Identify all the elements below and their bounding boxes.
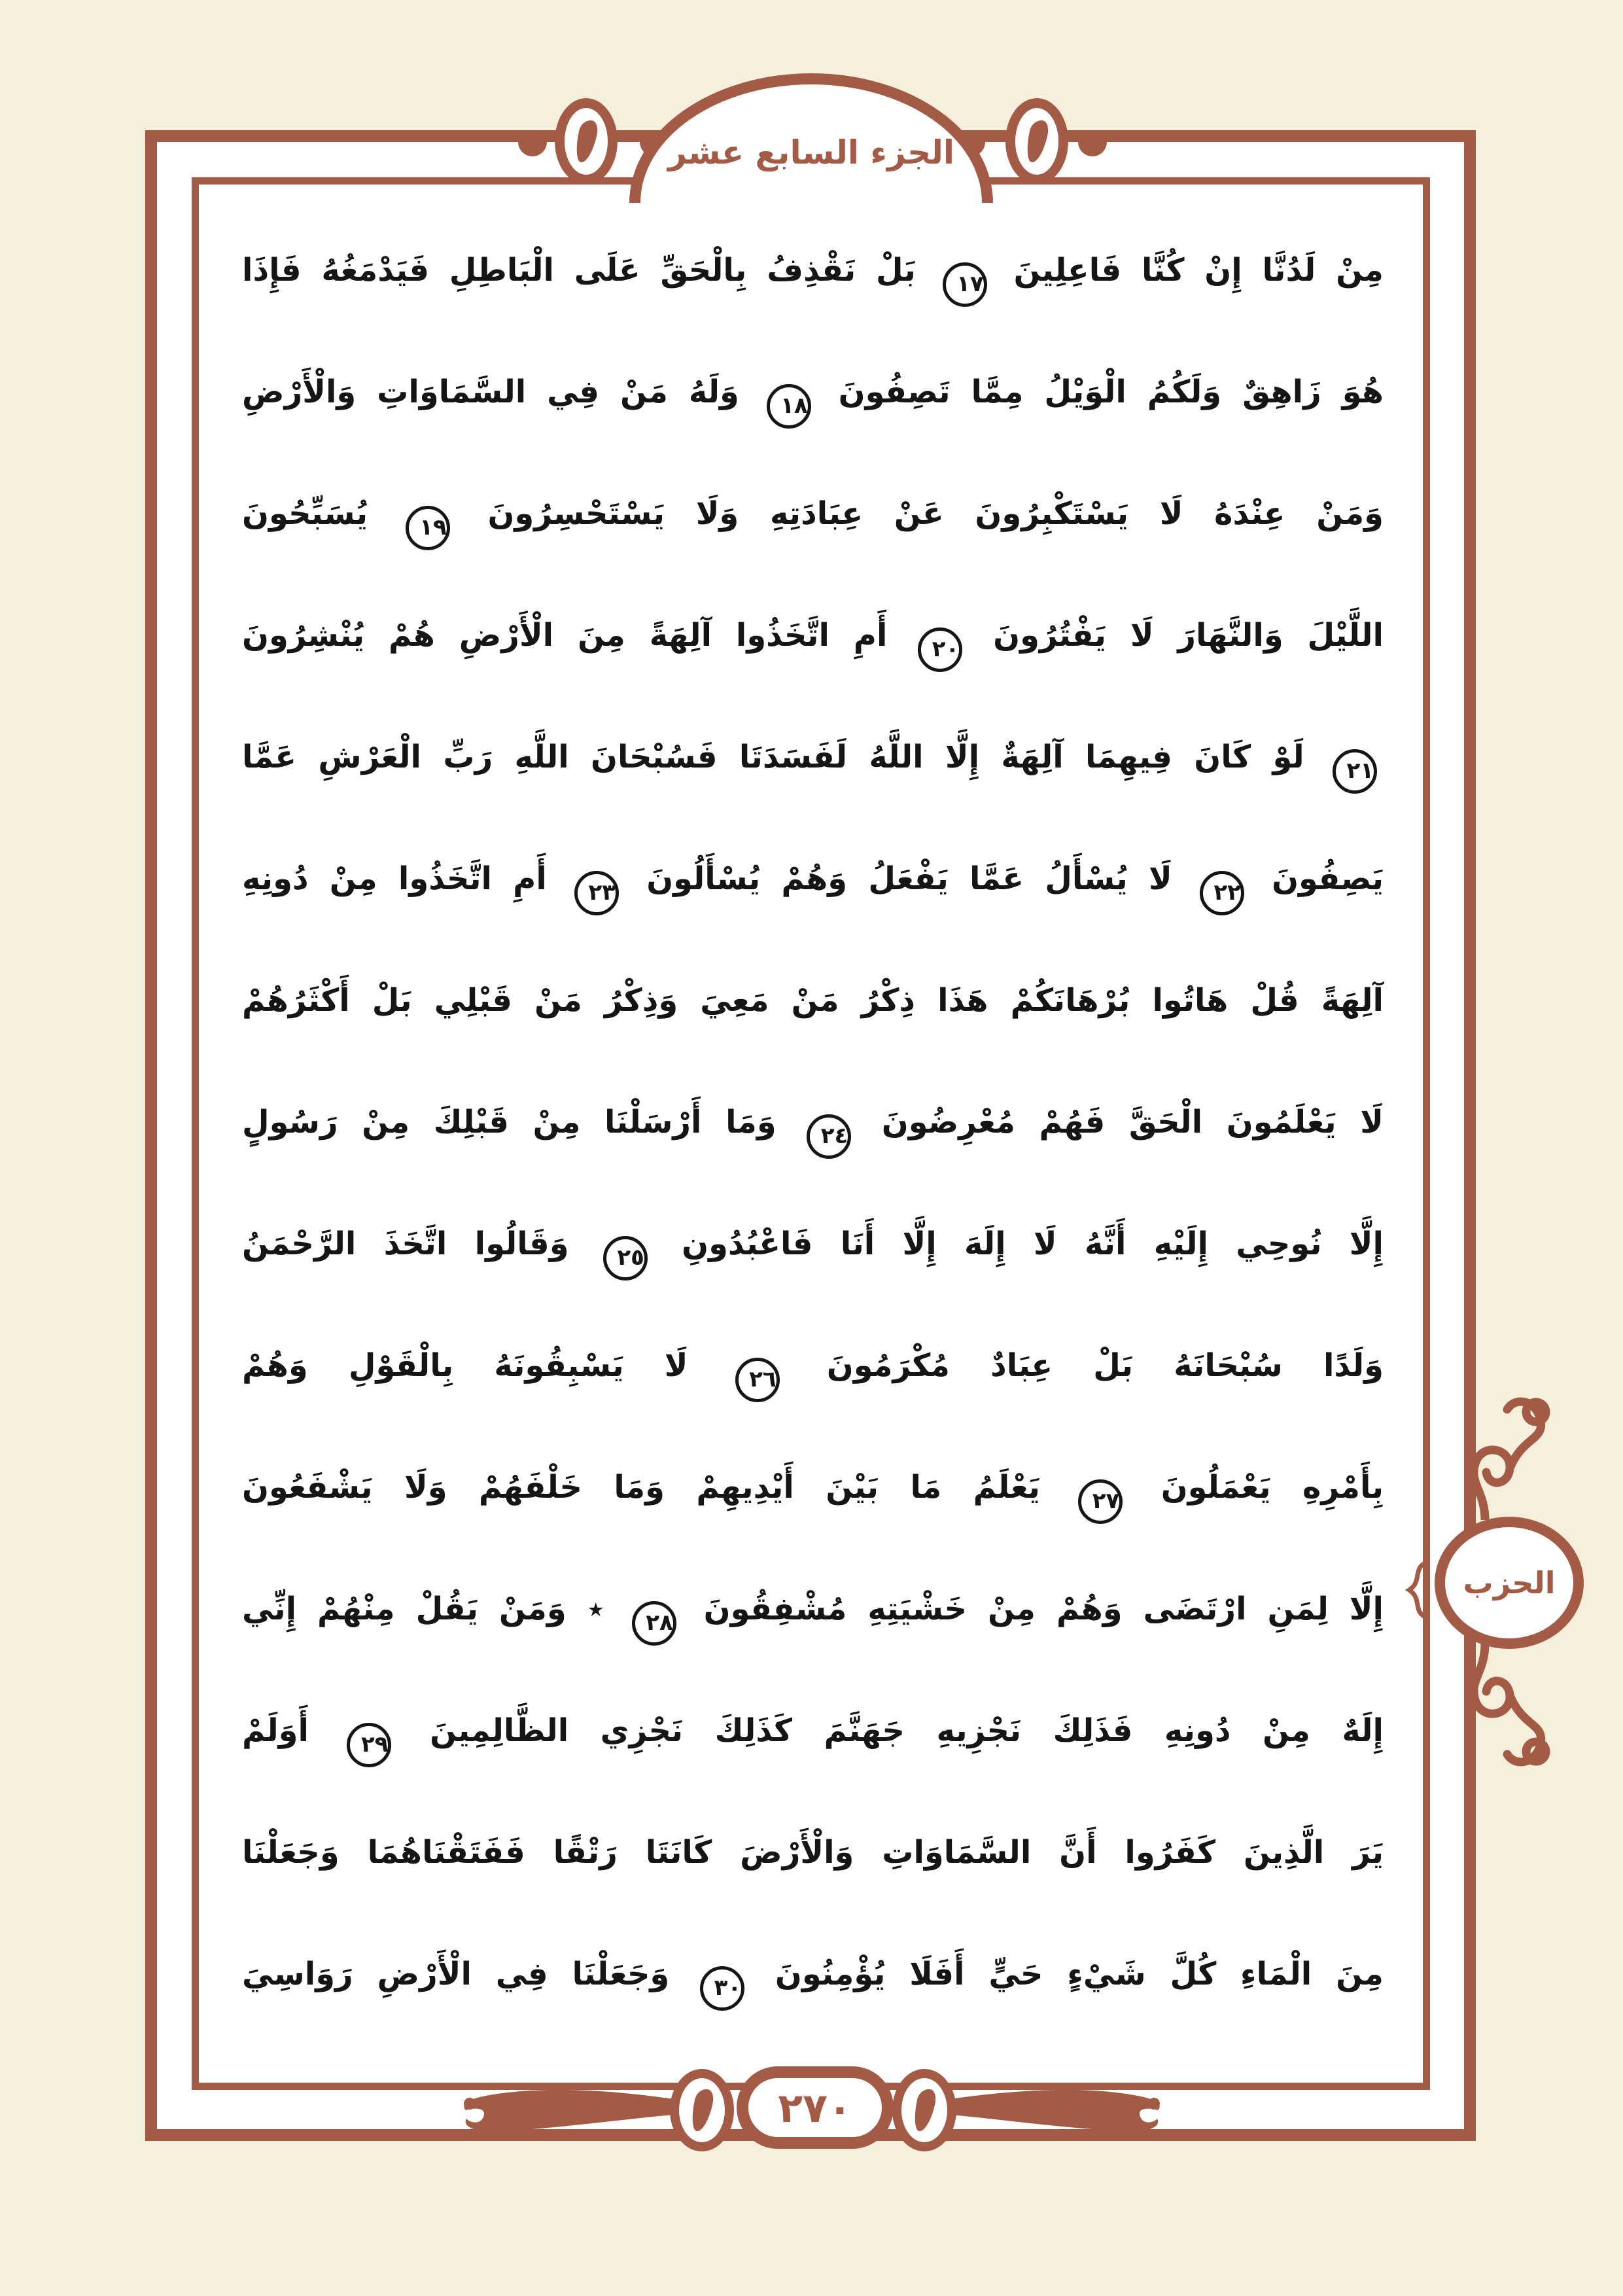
quran-line: وَمَنْ عِنْدَهُ لَا يَسْتَكْبِرُونَ عَنْ عِبَادَتِهِ وَلَا يَسْتَحْسِرُونَ ١٩ يُسَبِّحُونَ — [242, 453, 1384, 574]
page-number: ٢٧٠ — [778, 2083, 852, 2132]
ayah-number-marker: ٢٣ — [574, 871, 619, 915]
margin-brace-icon — [1405, 1561, 1427, 1619]
hizb-label: الحزب — [1463, 1565, 1556, 1600]
ayah-number-marker: ١٩ — [406, 506, 450, 550]
medallion-bottom-flourish-icon — [1460, 1644, 1552, 1771]
ayah-number-marker: ٢٠ — [918, 627, 962, 672]
footer-left-wing-icon — [457, 2085, 674, 2145]
juz-title: الجزء السابع عشر — [667, 133, 955, 171]
quran-line: مِنْ لَدُنَّا إِنْ كُنَّا فَاعِلِينَ ١٧ بَلْ نَقْذِفُ بِالْحَقِّ عَلَى الْبَاطِلِ فَيَدْمَغُهُ فَإِذَا — [242, 209, 1384, 331]
quran-line: لَا يَعْلَمُونَ الْحَقَّ فَهُمْ مُعْرِضُونَ ٢٤ وَمَا أَرْسَلْنَا مِنْ قَبْلِكَ مِنْ رَسُولٍ — [242, 1061, 1384, 1183]
teardrop-icon — [572, 118, 599, 164]
ayah-number-marker: ٢٧ — [1078, 1479, 1123, 1524]
quran-text-block — [242, 209, 1384, 2035]
page-number-cartouche — [737, 2066, 894, 2149]
header-left-oval-ornament — [555, 98, 618, 185]
ayah-number-marker: ٢٩ — [347, 1723, 391, 1767]
quran-line: آلِهَةً قُلْ هَاتُوا بُرْهَانَكُمْ هَذَا ذِكْرُ مَنْ مَعِيَ وَذِكْرُ مَنْ قَبْلِي بَلْ أَكْثَرُهُمْ — [242, 982, 1384, 1019]
quran-line: اللَّيْلَ وَالنَّهَارَ لَا يَفْتُرُونَ ٢٠ أَمِ اتَّخَذُوا آلِهَةً مِنَ الْأَرْضِ هُمْ يُنْشِرُونَ — [242, 574, 1384, 696]
ayah-number-marker: ٣٠ — [700, 1966, 744, 2011]
quran-line: مِنَ الْمَاءِ كُلَّ شَيْءٍ حَيٍّ أَفَلَا يُؤْمِنُونَ ٣٠ وَجَعَلْنَا فِي الْأَرْضِ رَوَاسِيَ — [242, 1913, 1384, 2035]
medallion-top-flourish-icon — [1460, 1392, 1552, 1520]
ayah-number-marker: ٢٤ — [807, 1114, 851, 1159]
quran-line: بِأَمْرِهِ يَعْمَلُونَ ٢٧ يَعْلَمُ مَا بَيْنَ أَيْدِيهِمْ وَمَا خَلْفَهُمْ وَلَا يَشْفَعُونَ — [242, 1426, 1384, 1548]
quran-line: يَرَ الَّذِينَ كَفَرُوا أَنَّ السَّمَاوَاتِ وَالْأَرْضَ كَانَتَا رَتْقًا فَفَتَقْنَاهُمَا وَجَعَلْنَا — [242, 1834, 1384, 1871]
ayah-number-marker: ٢٨ — [632, 1601, 676, 1646]
juz-header-ornament — [629, 73, 993, 203]
quran-line: ٢١ لَوْ كَانَ فِيهِمَا آلِهَةٌ إِلَّا اللَّهُ لَفَسَدَتَا فَسُبْحَانَ اللَّهِ رَبِّ الْعَرْشِ عَمَّا — [242, 696, 1384, 818]
quran-line: هُوَ زَاهِقٌ وَلَكُمُ الْوَيْلُ مِمَّا تَصِفُونَ ١٨ وَلَهُ مَنْ فِي السَّمَاوَاتِ وَالْأَرْضِ — [242, 331, 1384, 453]
footer-right-oval-ornament — [892, 2069, 956, 2151]
footer-left-oval-ornament — [670, 2069, 734, 2151]
quran-line: إِلَّا لِمَنِ ارْتَضَى وَهُمْ مِنْ خَشْيَتِهِ مُشْفِقُونَ ٢٨ ٭ وَمَنْ يَقُلْ مِنْهُمْ إِنِّي — [242, 1548, 1384, 1670]
quran-line: وَلَدًا سُبْحَانَهُ بَلْ عِبَادٌ مُكْرَمُونَ ٢٦ لَا يَسْبِقُونَهُ بِالْقَوْلِ وَهُمْ — [242, 1305, 1384, 1426]
ayah-number-marker: ٢١ — [1333, 749, 1377, 794]
teardrop-icon — [1023, 118, 1050, 164]
quran-line: إِلَّا نُوحِي إِلَيْهِ أَنَّهُ لَا إِلَهَ إِلَّا أَنَا فَاعْبُدُونِ ٢٥ وَقَالُوا اتَّخَذَ الرَّحْمَنُ — [242, 1183, 1384, 1305]
quran-line: يَصِفُونَ ٢٢ لَا يُسْأَلُ عَمَّا يَفْعَلُ وَهُمْ يُسْأَلُونَ ٢٣ أَمِ اتَّخَذُوا مِنْ دُونِهِ — [242, 818, 1384, 940]
hizb-medallion — [1435, 1517, 1584, 1649]
ayah-number-marker: ١٨ — [767, 384, 811, 429]
footer-right-wing-icon — [950, 2085, 1167, 2145]
header-right-oval-ornament — [1005, 98, 1068, 185]
ayah-number-marker: ٢٦ — [735, 1358, 780, 1402]
teardrop-icon — [688, 2087, 715, 2133]
ayah-number-marker: ٢٢ — [1200, 871, 1244, 915]
ayah-number-marker: ٢٥ — [603, 1236, 648, 1280]
teardrop-icon — [911, 2087, 937, 2133]
ayah-number-marker: ١٧ — [943, 262, 987, 307]
quran-line: إِلَهٌ مِنْ دُونِهِ فَذَلِكَ نَجْزِيهِ جَهَنَّمَ كَذَلِكَ نَجْزِي الظَّالِمِينَ ٢٩ أَوَلَمْ — [242, 1670, 1384, 1792]
